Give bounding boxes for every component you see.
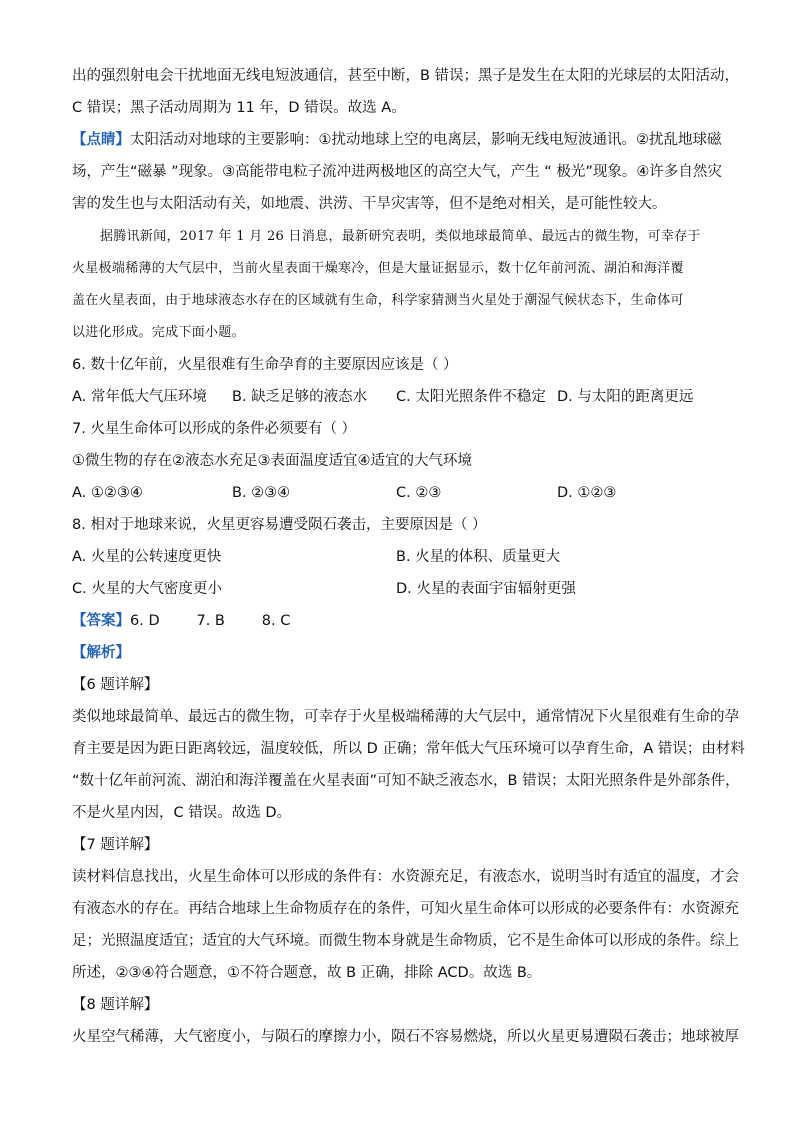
passage-line: 盖在火星表面，由于地球液态水存在的区域就有生命，科学家猜测当火星处于潮湿气候状态下，生命体可 [72, 293, 684, 308]
text-line: 场，产生“磁暴 ”现象。③高能带电粒子流冲进两极地区的高空大气，产生 “ 极光”现象。④许多自然灾 [72, 164, 722, 180]
q7-option-d: D. ①②③ [557, 485, 617, 501]
detail-7-line: 有液态水的存在。再结合地球上生命物质存在的条件，可知火星生命体可以形成的必要条件有：水资源充 [72, 901, 739, 917]
passage-line: 火星极端稀薄的大气层中，当前火星表面干燥寒冷，但是大量证据显示，数十亿年前河流、湖泊和海洋覆 [72, 261, 684, 276]
detail-6-heading: 【6 题详解】 [72, 677, 159, 693]
tip-text: 太阳活动对地球的主要影响：①扰动地球上空的电离层，影响无线电短波通讯。②扰乱地球磁 [130, 132, 722, 148]
text-line: 出的强烈射电会干扰地面无线电短波通信，甚至中断，B 错误；黑子是发生在太阳的光球层的太阳活动， [72, 68, 740, 84]
question-7-items: ①微生物的存在②液态水充足③表面温度适宜④适宜的大气环境 [72, 453, 472, 469]
q8-option-a: A. 火星的公转速度更快 [72, 549, 222, 565]
detail-6-line: 类似地球最简单、最远古的微生物，可幸存于火星极端稀薄的大气层中，通常情况下火星很难有生命的孕 [72, 709, 739, 725]
answer-values: 6. D 7. B 8. C [130, 613, 291, 629]
q7-option-b: B. ②③④ [232, 485, 291, 501]
analysis-tag: 【解析】 [72, 645, 130, 661]
q8-option-c: C. 火星的大气密度更小 [72, 581, 222, 597]
q8-option-d: D. 火星的表面宇宙辐射更强 [396, 581, 576, 597]
detail-8-line: 火星空气稀薄，大气密度小，与陨石的摩擦力小，陨石不容易燃烧，所以火星更易遭陨石袭击；地球被厚 [72, 1029, 739, 1045]
q6-option-d: D. 与太阳的距离更远 [557, 389, 694, 405]
answer-line [72, 611, 722, 631]
detail-7-line: 足；光照温度适宜；适宜的大气环境。而微生物本身就是生命物质，它不是生命体可以形成的条件。综上 [72, 933, 739, 949]
detail-6-line: 不是火星内因，C 错误。故选 D。 [72, 805, 292, 821]
answer-tag: 【答案】 [72, 613, 130, 629]
q6-option-a: A. 常年低大气压环境 [72, 389, 207, 405]
passage-line: 据腾讯新闻，2017 年 1 月 26 日消息，最新研究表明，类似地球最简单、最远古的微生物，可幸存于 [100, 229, 701, 244]
q7-option-a: A. ①②③④ [72, 485, 143, 501]
q6-option-c: C. 太阳光照条件不稳定 [396, 389, 546, 405]
tip-tag: 【点睛】 [72, 132, 130, 148]
detail-7-line: 所述，②③④符合题意，①不符合题意，故 B 正确，排除 ACD。故选 B。 [72, 965, 542, 981]
q8-option-b: B. 火星的体积、质量更大 [396, 549, 561, 565]
question-6-stem: 6. 数十亿年前，火星很难有生命孕育的主要原因应该是（ ） [72, 357, 458, 373]
detail-7-line: 读材料信息找出，火星生命体可以形成的条件有：水资源充足，有液态水，说明当时有适宜的温度，才会 [72, 869, 739, 885]
passage-line: 以进化形成。完成下面小题。 [72, 325, 245, 340]
question-7-stem: 7. 火星生命体可以形成的条件必须要有（ ） [72, 421, 357, 437]
detail-8-heading: 【8 题详解】 [72, 997, 159, 1013]
q7-option-c: C. ②③ [396, 485, 442, 501]
detail-6-line: 育主要是因为距日距离较远，温度较低，所以 D 正确；常年低大气压环境可以孕育生命，A 错误；由材料 [72, 741, 745, 757]
detail-7-heading: 【7 题详解】 [72, 837, 159, 853]
question-8-stem: 8. 相对于地球来说，火星更容易遭受陨石袭击，主要原因是（ ） [72, 517, 487, 533]
analysis-heading [72, 643, 722, 663]
text-line: C 错误；黑子活动周期为 11 年，D 错误。故选 A。 [72, 100, 406, 116]
detail-6-line: “数十亿年前河流、湖泊和海洋覆盖在火星表面”可知不缺乏液态水，B 错误；太阳光照条件是外部条件， [72, 773, 740, 789]
text-line: 害的发生也与太阳活动有关，如地震、洪涝、干旱灾害等，但不是绝对相关，是可能性较大。 [72, 196, 667, 212]
q6-option-b: B. 缺乏足够的液态水 [232, 389, 368, 405]
tip-line [72, 130, 722, 150]
